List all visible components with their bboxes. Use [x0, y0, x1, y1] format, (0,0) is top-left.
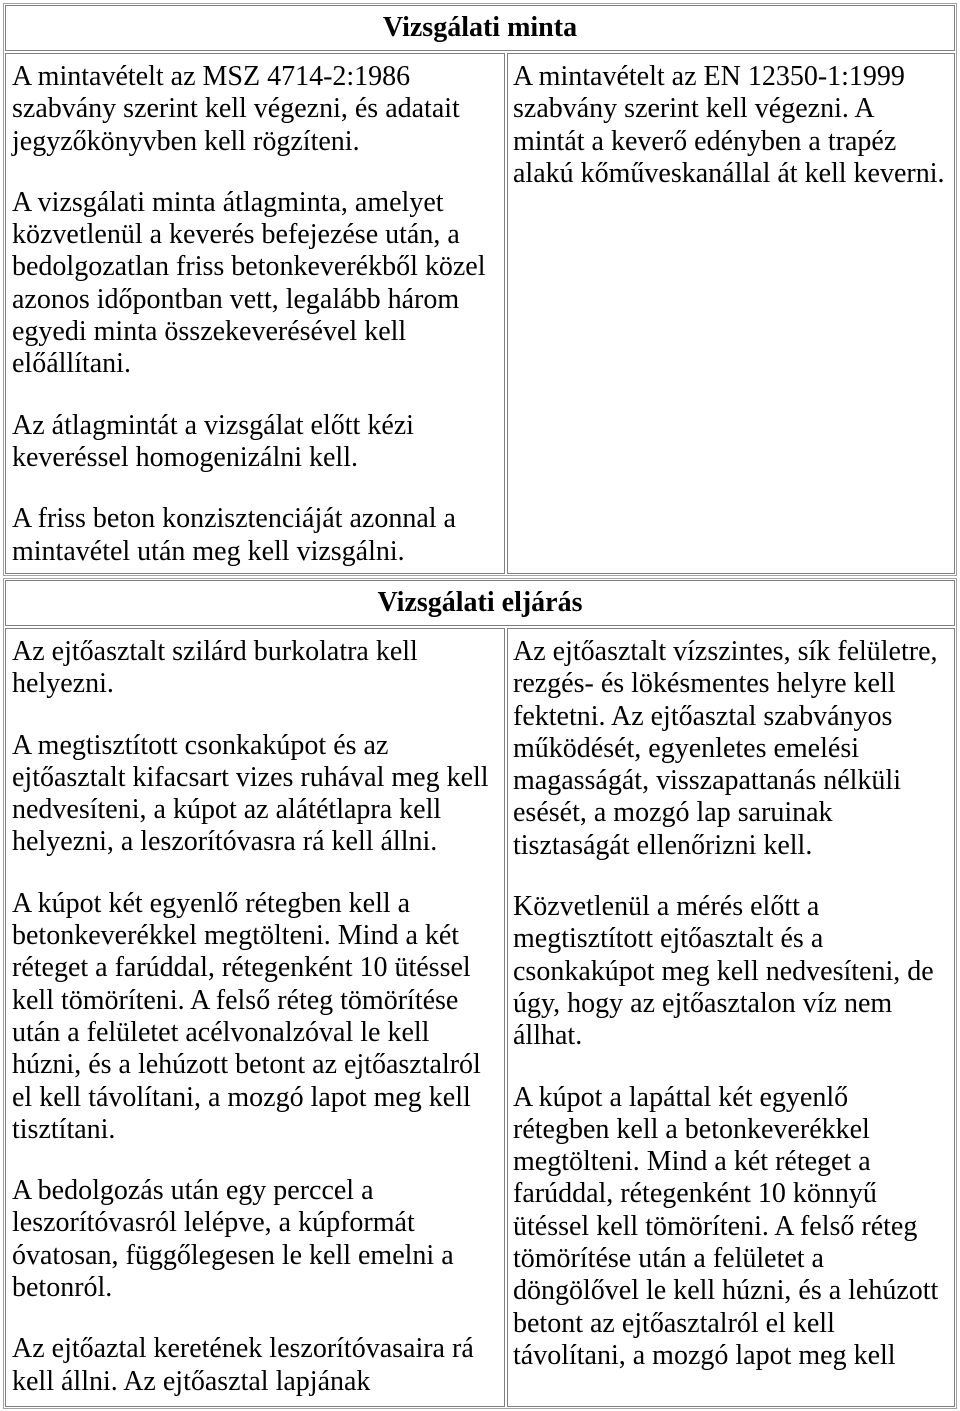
text-line: bedolgozatlan friss betonkeverékből közel: [12, 251, 486, 283]
text-line: szabvány szerint kell végezni. A: [513, 93, 875, 125]
text-line: A megtisztított csonkakúpot és az: [12, 729, 389, 761]
left-column: [5, 53, 505, 574]
paragraph: [513, 636, 949, 862]
paragraph: [12, 410, 498, 475]
text-line: betonkeverékkel megtölteni. Mind a két: [12, 920, 460, 952]
text-line: közvetlenül a keverés befejezése után, a: [12, 219, 460, 251]
text-line: A kúpot két egyenlő rétegben kell a: [12, 887, 411, 919]
section-title: Vizsgálati minta: [5, 5, 955, 51]
text-line: után a felületet acélvonalzóval le kell: [12, 1016, 430, 1048]
text-line: megtisztított ejtőasztalt és a: [513, 923, 824, 955]
text-line: A friss beton konzisztenciáját azonnal a: [12, 503, 456, 535]
text-line: farúddal, rétegenként 10 könnyű: [513, 1178, 877, 1210]
text-line: ejtőasztalt kifacsart vizes ruhával meg kell: [12, 761, 489, 793]
text-line: A vizsgálati minta átlagminta, amelyet: [12, 186, 444, 218]
text-line: egyedi minta összekeverésével kell: [12, 316, 407, 348]
text-line: mintát a keverő edényben a trapéz: [513, 125, 897, 157]
text-line: tömörítése után a felületet a: [513, 1243, 824, 1275]
text-line: helyezni, a leszorítóvasra rá kell állni.: [12, 826, 438, 858]
text-line: rétegben kell a betonkeverékkel: [513, 1113, 870, 1145]
paragraph: [513, 891, 949, 1052]
text-line: leszorítóvasról lelépve, a kúpformát: [12, 1207, 415, 1239]
text-line: azonos időpontban vett, legalább három: [12, 283, 460, 315]
text-line: alakú kőműveskanállal át kell keverni.: [513, 157, 945, 189]
text-line: jegyzőkönyvben kell rögzíteni.: [12, 125, 360, 157]
text-line: állhat.: [513, 1020, 583, 1052]
text-line: A mintavételt az EN 12350-1:1999: [513, 61, 905, 92]
text-line: működését, egyenletes emelési: [513, 732, 859, 764]
text-line: óvatosan, függőlegesen le kell emelni a: [12, 1239, 454, 1271]
text-line: nedvesíteni, a kúpot az alátétlapra kell: [12, 794, 442, 826]
left-column: [5, 628, 505, 1407]
text-line: fektetni. Az ejtőasztal szabványos: [513, 700, 893, 732]
right-column: [507, 628, 955, 1407]
text-line: A kúpot a lapáttal két egyenlő: [513, 1081, 849, 1113]
text-line: Az ejtőaztal keretének leszorítóvasaira rá: [12, 1333, 474, 1365]
text-line: döngölővel le kell húzni, és a lehúzott: [513, 1275, 939, 1307]
text-line: előállítani.: [12, 348, 131, 380]
text-line: el kell távolítani, a mozgó lapot meg kell: [12, 1081, 471, 1113]
text-line: Közvetlenül a mérés előtt a: [513, 891, 820, 923]
paragraph: [513, 1082, 949, 1373]
text-line: esését, a mozgó lap saruinak: [513, 797, 833, 829]
section-title: Vizsgálati eljárás: [5, 580, 955, 626]
text-line: mintavétel után meg kell vizsgálni.: [12, 535, 405, 567]
text-line: rezgés- és lökésmentes helyre kell: [513, 668, 896, 700]
text-line: helyezni.: [12, 668, 114, 700]
paragraph: [12, 888, 498, 1146]
text-line: Az átlagmintát a vizsgálat előtt kézi: [12, 409, 414, 441]
text-line: Az ejtőasztalt szilárd burkolatra kell: [12, 636, 418, 667]
text-line: csonkakúpot meg kell nedvesíteni, de: [513, 955, 934, 987]
text-line: tisztaságát ellenőrizni kell.: [513, 829, 813, 861]
text-line: tisztítani.: [12, 1113, 116, 1145]
text-line: szabvány szerint kell végezni, és adatait: [12, 93, 460, 125]
text-line: húzni, és a lehúzott betont az ejtőasztalról: [12, 1049, 481, 1081]
text-line: keveréssel homogenizálni kell.: [12, 441, 358, 473]
section-vizsgalati-minta: [3, 3, 957, 576]
text-line: A bedolgozás után egy perccel a: [12, 1175, 374, 1207]
text-line: kell állni. Az ejtőasztal lapjának: [12, 1365, 371, 1397]
text-line: Az ejtőasztalt vízszintes, sík felületre,: [513, 636, 938, 667]
text-line: távolítani, a mozgó lapot meg kell: [513, 1339, 896, 1371]
text-line: kell tömöríteni. A felső réteg tömörítése: [12, 984, 459, 1016]
text-line: ütéssel kell tömöríteni. A felső réteg: [513, 1210, 918, 1242]
text-line: A mintavételt az MSZ 4714-2:1986: [12, 61, 411, 92]
right-column: [507, 53, 955, 574]
paragraph: [12, 187, 498, 381]
text-line: megtölteni. Mind a két réteget a: [513, 1146, 871, 1178]
text-line: betont az ejtőasztalról el kell: [513, 1307, 835, 1339]
paragraph: [12, 1333, 498, 1398]
section-vizsgalati-eljaras: [3, 578, 957, 1409]
text-line: magasságát, visszapattanás nélküli: [513, 765, 901, 797]
text-line: úgy, hogy az ejtőasztalon víz nem: [513, 987, 893, 1019]
paragraph: [12, 61, 498, 158]
paragraph: [12, 503, 498, 568]
paragraph: [12, 730, 498, 859]
paragraph: [12, 636, 498, 701]
text-line: réteget a farúddal, rétegenként 10 ütéssel: [12, 952, 471, 984]
paragraph: [513, 61, 949, 190]
paragraph: [12, 1175, 498, 1304]
text-line: betonról.: [12, 1272, 113, 1304]
